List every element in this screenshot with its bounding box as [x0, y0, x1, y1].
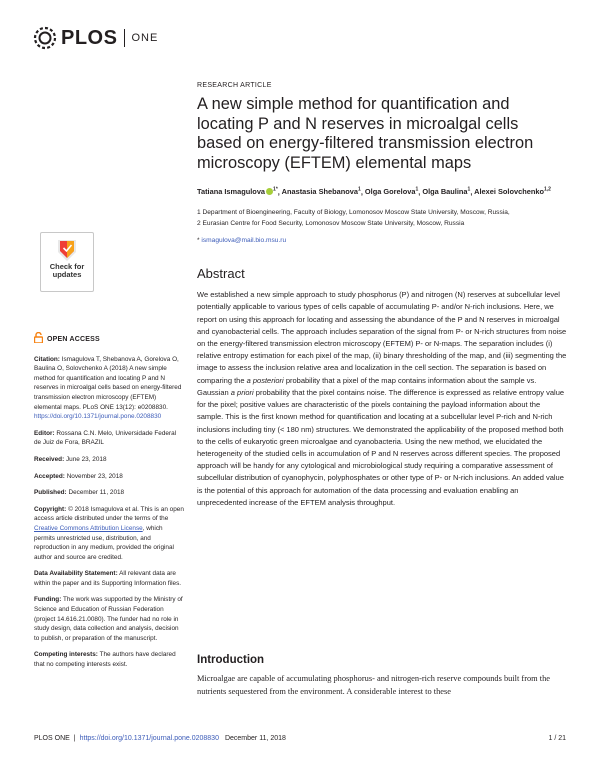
copyright-block: Copyright: © 2018 Ismagulova et al. This is an open access article distributed under the terms of the Creative Commons Attribution License, which permits unrestricted use, distribution, and reproduction in any medium, provided the original author and source are credited.: [34, 505, 184, 561]
abstract-text: We established a new simple approach to study phosphorus (P) and nitrogen (N) reserves at subcellular level potentially applicable to various types of cells capable of accumulating P- and/or N-rich inclusions. Here, we report on using this approach for locating and assessing the abundance of the P and N reserves in microalgal and cyanobacterial cells. The approach includes separation of the signal from P- or N-rich structures from noise on the energy-filtered transmission electron microscopy (EFTEM) P- or N-maps. The separation includes (i) relative entropy estimation for each pixel of the map, (ii) binary thresholding of the map, and (iii) segmenting the image to assess the inclusion relative area and localization in the cell section. The separation is based on comparing the a posteriori probability that a pixel of the map contains information about the sample vs. Gaussian a priori probability that the pixel contains noise. The difference is expressed as relative entropy value for the pixel; positive values are characteristic of the pixels containing the payload information about the sample. This is the first known method for quantification and locating at a subcellular level P-rich and N-rich inclusions including tiny (< 180 nm) structures. We demonstrated the applicability of the proposed method both to the cells of eukaryotic green microalgae and cyanobacteria. Using the new method, we elucidated the heterogeneity of the studied cells in accumulation of P and N reserves across different species. The proposed approach will be handy for any cytological and microbiological study requiring a comparative assessment of subcellular distribution of cyanophycin, polyphosphates or other type of P- or N-rich inclusions. An added value is the potential of this approach for automation of the data processing and evaluation enabling an unprecedented increase of the EFTEM analysis throughput.: [197, 290, 567, 507]
affiliations: [197, 207, 567, 229]
footer-journal: PLOS ONE: [34, 735, 70, 742]
footer-divider: |: [73, 735, 76, 742]
author-name[interactable]: Anastasia Shebanova$^1$: [281, 187, 361, 197]
abstract-heading: Abstract: [197, 266, 245, 282]
license-link[interactable]: Creative Commons Attribution License: [34, 524, 143, 532]
author-name[interactable]: Olga Baulina$^1$: [422, 187, 471, 197]
page-footer: [34, 735, 566, 742]
author-name[interactable]: Tatiana Ismagulova $^{1*}$: [197, 187, 278, 197]
article-type: RESEARCH ARTICLE: [197, 82, 272, 89]
footer-doi-link[interactable]: https://doi.org/10.1371/journal.pone.0208830: [79, 735, 219, 742]
published-block: Published: December 11, 2018: [34, 489, 125, 497]
citation-doi-link[interactable]: https://doi.org/10.1371/journal.pone.0208830: [34, 413, 162, 421]
accepted-block: Accepted: November 23, 2018: [34, 472, 123, 480]
corresponding-email: * ismagulova@mail.bio.msu.ru: [197, 237, 287, 245]
footer-date: December 11, 2018: [224, 735, 286, 742]
author-name[interactable]: Olga Gorelova$^1$: [364, 187, 419, 197]
logo-divider: [124, 29, 125, 47]
brand-name: PLOS: [61, 26, 118, 49]
plos-one-logo[interactable]: [32, 22, 158, 54]
article-metadata-sidebar: [34, 332, 184, 677]
article-title: A new simple method for quantification and locating P and N reserves in microalgal cells based on energy-filtered transmission electron microscopy (EFTEM) elemental maps: [197, 95, 534, 172]
editor-block: Editor: Rossana C.N. Melo, Universidade Federal de Juiz de Fora, BRAZIL: [34, 429, 177, 447]
page-number: 1 / 21: [548, 735, 566, 742]
journal-name: ONE: [131, 32, 159, 44]
plos-logo-icon: [32, 25, 58, 51]
affiliation-item: 2 Eurasian Centre for Food Security, Lomonosov Moscow State University, Moscow, Russia: [197, 220, 465, 228]
introduction-heading: Introduction: [197, 654, 265, 666]
author-name[interactable]: Alexei Solovchenko$^{1,2}$: [474, 187, 551, 197]
introduction-text: Microalgae are capable of accumulating phosphorus- and nitrogen-rich reserve compounds built from the nutrients sequestered from the environment. A considerable interest to these: [197, 674, 551, 696]
open-access-label: OPEN ACCESS: [34, 332, 184, 347]
open-lock-icon: [34, 332, 43, 347]
article-main: [197, 82, 567, 509]
author-list: Tatiana Ismagulova $^{1*}$, Anastasia Shebanova$^1$, Olga Gorelova$^1$, Olga Baulina$^1$, Alexei Solovchenko$^{1,2}$: [197, 187, 551, 197]
crossmark-label: Check for updates: [49, 262, 85, 279]
crossmark-icon: [54, 238, 80, 262]
affiliation-item: 1 Department of Bioengineering, Faculty of Biology, Lomonosov Moscow State University, Moscow, Russia,: [197, 209, 510, 217]
funding-block: Funding: The work was supported by the Ministry of Science and Education of Russian Federation (project 14.616.21.0080). The funder had no role in study design, data collection and analysis, decision to publish, or preparation of the manuscript.: [34, 596, 183, 642]
received-block: Received: June 23, 2018: [34, 455, 107, 463]
email-link[interactable]: ismagulova@mail.bio.msu.ru: [201, 237, 287, 245]
data-availability-block: Data Availability Statement: All relevant data are within the paper and its Supporting Information files.: [34, 570, 182, 587]
competing-interests-block: Competing interests: The authors have declared that no competing interests exist.: [34, 651, 176, 669]
citation-block: Citation: Ismagulova T, Shebanova A, Gorelova O, Baulina O, Solovchenko A (2018) A new simple method for quantification and locating P and N reserves in microalgal cells based on energy-filtered transmission electron microscopy (EFTEM) elemental maps. PLoS ONE 13(12): e0208830. https://doi.org/10.1371/journal.pone.0208830: [34, 355, 182, 421]
check-for-updates-badge[interactable]: [40, 232, 94, 292]
orcid-icon[interactable]: [266, 188, 273, 195]
